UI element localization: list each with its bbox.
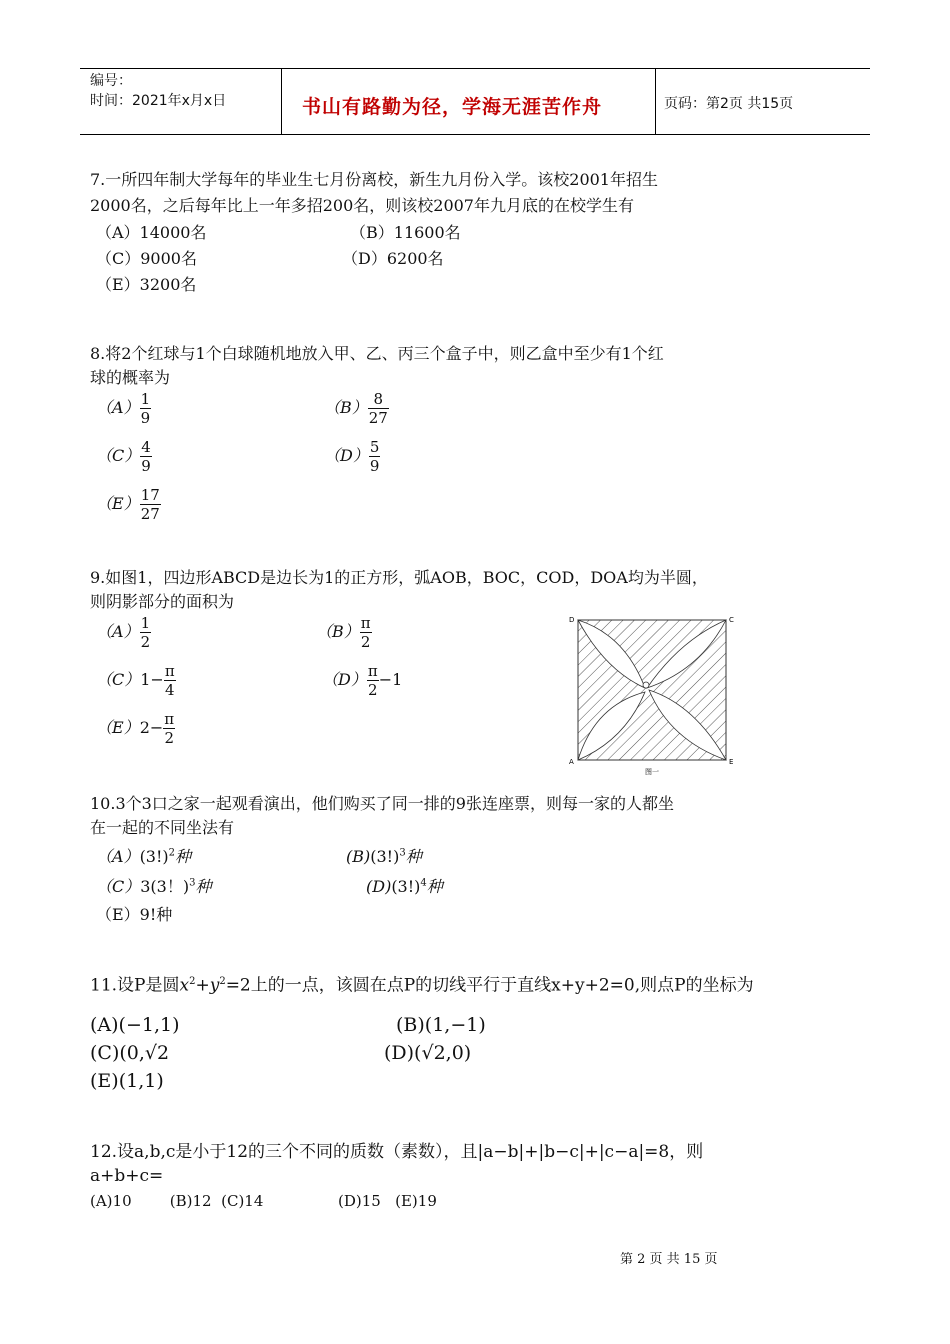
- q8-a-den: 9: [140, 409, 151, 427]
- q10-option-a: [96, 844, 191, 867]
- page-footer: 第 2 页 共 15 页: [620, 1252, 718, 1267]
- q8-line1: 8.将2个红球与1个白球随机地放入甲、乙、丙三个盒子中，则乙盒中至少有1个红: [90, 344, 664, 363]
- q9-d-den: 2: [368, 681, 378, 699]
- q10-b-tail: 种: [405, 847, 422, 866]
- q11-option-a: (A)(−1,1): [90, 1014, 180, 1036]
- q8-b-label: （B）: [324, 398, 368, 417]
- q11-x-exp: 2: [189, 976, 196, 987]
- fig-label-d: D: [569, 616, 575, 624]
- q11-stem: [90, 970, 754, 998]
- q9-c-label: （C）: [96, 670, 141, 689]
- q9-option-d: [322, 662, 402, 699]
- header-top-rule: [80, 68, 870, 69]
- q9-e-label: （E）: [96, 718, 140, 737]
- q9-d-post: −1: [378, 670, 403, 689]
- q11-option-d: (D)(√2,0): [384, 1042, 472, 1064]
- q10-a-exp: 2: [168, 847, 176, 859]
- q11-plus: +: [195, 975, 210, 996]
- q10-d-exp: 4: [420, 877, 427, 889]
- page-label: 页码：第2页 共15页: [664, 96, 794, 112]
- q11-x: x: [179, 975, 190, 996]
- q10-b-label: (B): [346, 847, 371, 866]
- time-label: 时间：2021年x月x日: [90, 93, 227, 109]
- q8-e-num: 17: [140, 486, 160, 504]
- q10-c-tail: 种: [195, 877, 212, 896]
- q10-d-label: (D): [366, 877, 392, 896]
- q9-a-den: 2: [140, 633, 151, 651]
- q11-pre: 11.设P是圆: [90, 975, 180, 996]
- header-divider-right: [655, 68, 656, 135]
- q8-option-c: [96, 438, 152, 475]
- q8-a-num: 1: [140, 390, 151, 408]
- q10-line1: 10.3个3口之家一起观看演出，他们购买了同一排的9张连座票，则每一家的人都坐: [90, 794, 674, 813]
- q10-option-e: （E）9!种: [96, 905, 173, 924]
- q9-b-den: 2: [360, 633, 371, 651]
- q9-figure: [565, 610, 745, 780]
- q10-b-base: (3!): [370, 847, 400, 866]
- q12-options-right: (D)15 (E)19: [338, 1192, 437, 1210]
- q11-option-c: (C)(0,√2: [90, 1042, 170, 1064]
- q8-d-num: 5: [369, 438, 380, 456]
- q10-a-label: （A）: [96, 847, 140, 866]
- q10-c-exp: 3: [189, 877, 196, 889]
- q10-a-base: (3!): [139, 847, 169, 866]
- q7-option-c: （C）9000名: [96, 249, 197, 268]
- center-point-o: [643, 682, 649, 688]
- q9-option-a: [96, 614, 151, 651]
- serial-label: 编号：: [90, 73, 132, 89]
- header-motto: 书山有路勤为径，学海无涯苦作舟: [302, 96, 603, 118]
- q9-b-num: π: [360, 614, 371, 632]
- q8-e-label: （E）: [96, 494, 140, 513]
- q10-d-base: (3!): [391, 877, 421, 896]
- q10-b-exp: 3: [399, 847, 406, 859]
- q9-c-pre: 1−: [140, 670, 164, 689]
- q8-option-d: [324, 438, 380, 475]
- q9-line1: 9.如图1，四边形ABCD是边长为1的正方形，弧AOB，BOC，COD，DOA均为半圆，: [90, 568, 708, 587]
- fig-caption: 图一: [645, 768, 659, 776]
- q9-option-e: [96, 710, 175, 747]
- q9-line2: 则阴影部分的面积为: [90, 592, 235, 611]
- q11-y-exp: 2: [219, 976, 226, 987]
- q12-options-left: (A)10 (B)12 (C)14: [90, 1192, 264, 1210]
- fig-label-b: E: [729, 758, 734, 766]
- q11-option-e: (E)(1,1): [90, 1070, 164, 1092]
- q8-c-den: 9: [141, 457, 151, 475]
- q8-b-den: 27: [368, 409, 388, 427]
- q8-c-num: 4: [141, 438, 151, 456]
- q11-post: =2上的一点，该圆在点P的切线平行于直线x+y+2=0,则点P的坐标为: [225, 975, 754, 996]
- q9-option-c: [96, 662, 176, 699]
- q7-option-b: （B）11600名: [350, 223, 461, 242]
- q8-option-a: [96, 390, 151, 427]
- q8-d-label: （D）: [324, 446, 369, 465]
- q8-b-num: 8: [368, 390, 389, 409]
- q9-e-den: 2: [164, 729, 174, 747]
- q12-line1: 12.设a,b,c是小于12的三个不同的质数（素数），且|a−b|+|b−c|+|c−a|=8，则: [90, 1142, 704, 1162]
- q10-line2: 在一起的不同坐法有: [90, 818, 235, 837]
- header-divider-left: [281, 68, 282, 135]
- q10-option-d: [366, 874, 443, 897]
- q10-option-b: [346, 844, 422, 867]
- q7-option-d: （D）6200名: [342, 249, 444, 268]
- q8-c-label: （C）: [96, 446, 141, 465]
- q7-line1: 7.一所四年制大学每年的毕业生七月份离校，新生九月份入学。该校2001年招生: [90, 170, 658, 189]
- q10-c-label: （C）: [96, 877, 141, 896]
- q7-option-a: （A）14000名: [96, 223, 207, 242]
- q8-line2: 球的概率为: [90, 368, 171, 387]
- q9-d-label: （D）: [322, 670, 367, 689]
- q10-d-tail: 种: [426, 877, 443, 896]
- q12-line2: a+b+c=: [90, 1166, 164, 1186]
- q7-option-e: （E）3200名: [96, 275, 197, 294]
- q10-option-c: [96, 874, 212, 897]
- q8-a-label: （A）: [96, 398, 140, 417]
- q9-e-pre: 2−: [139, 718, 164, 737]
- q9-option-b: [316, 614, 372, 651]
- q10-c-base: 3(3！): [140, 877, 190, 896]
- fig-label-a: A: [569, 758, 574, 766]
- q8-e-den: 27: [140, 505, 160, 523]
- q9-a-num: 1: [140, 614, 151, 632]
- q9-d-num: π: [367, 662, 378, 680]
- q8-d-den: 9: [369, 457, 380, 475]
- header-bottom-rule: [80, 134, 870, 135]
- q8-option-e: [96, 486, 161, 523]
- q9-a-label: （A）: [96, 622, 140, 641]
- q11-y: y: [209, 975, 220, 996]
- q7-line2: 2000名，之后每年比上一年多招200名，则该校2007年九月底的在校学生有: [90, 196, 634, 215]
- fig-label-c: C: [729, 616, 734, 624]
- q9-c-num: π: [164, 662, 175, 680]
- q9-c-den: 4: [165, 681, 175, 699]
- q9-e-num: π: [164, 710, 175, 728]
- q8-option-b: [324, 390, 389, 427]
- q11-option-b: (B)(1,−1): [396, 1014, 486, 1036]
- q10-a-tail: 种: [175, 847, 192, 866]
- q9-b-label: （B）: [316, 622, 360, 641]
